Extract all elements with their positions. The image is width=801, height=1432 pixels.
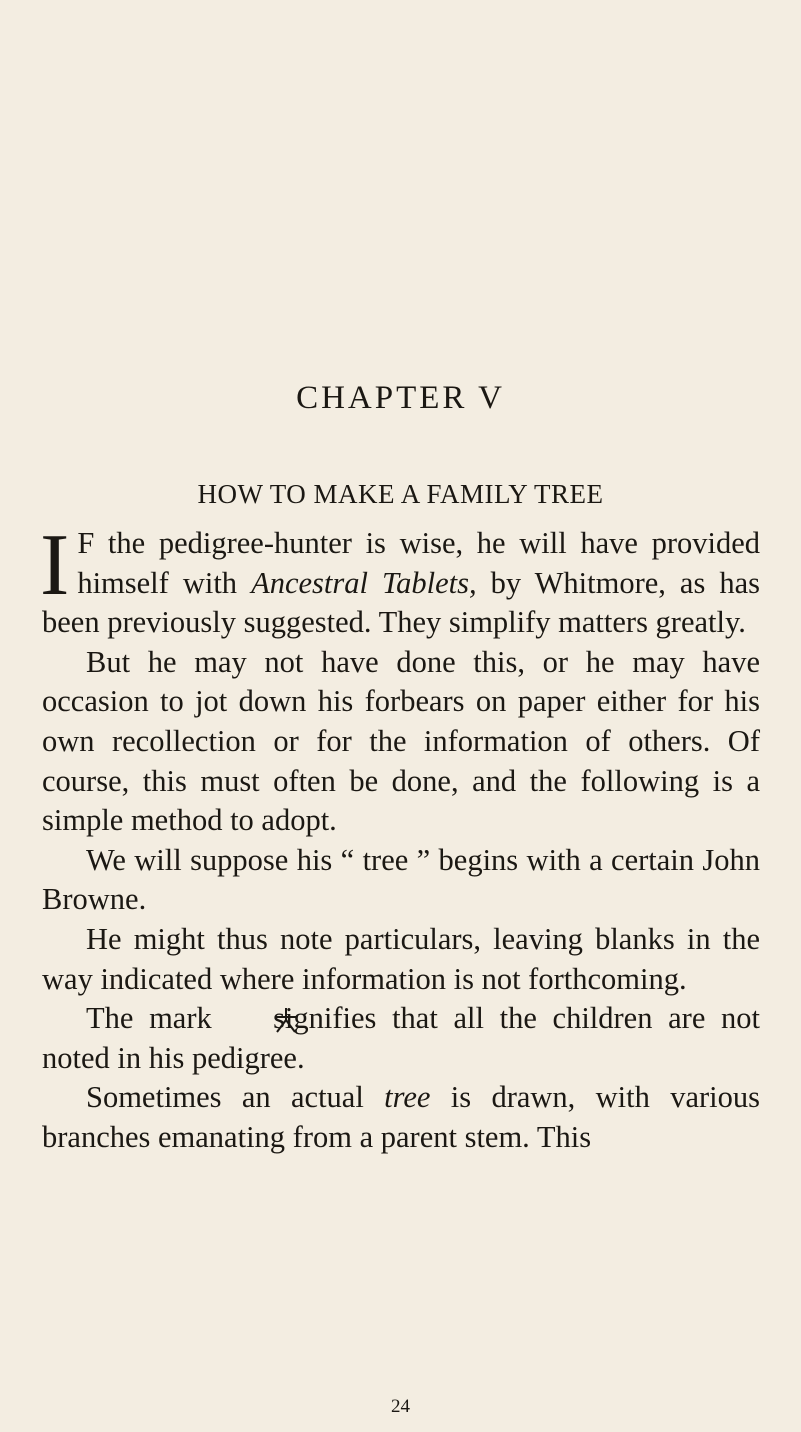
chapter-title: HOW TO MAKE A FAMILY TREE	[197, 479, 604, 509]
paragraph-5-text-b: signifies that all the children are not noted in his pedigree.	[42, 1001, 760, 1075]
body-text	[40, 517, 760, 1158]
paragraph-5	[42, 999, 760, 1078]
paragraph-6-text-a: Sometimes an actual	[86, 1080, 385, 1115]
paragraph-2: But he may not have done this, or he may have occasion to jot down his forbears on paper either for his own recollection or for the information of others. Of course, this must often be done, and the following is a simple method to adopt.	[42, 644, 760, 838]
drop-cap: I	[40, 517, 70, 614]
book-title-italic: Ancestral Tablets,	[251, 565, 477, 600]
paragraph-4: He might thus note particulars, leaving blanks in the way indicated where information is not forthcoming.	[42, 921, 760, 996]
paragraph-6	[42, 1078, 760, 1157]
paragraph-1-text-a: F the pedigree-hunter is wise, he will have provided himself with	[77, 526, 760, 600]
descent-mark-icon	[227, 1005, 257, 1033]
chapter-heading: CHAPTER V	[296, 380, 505, 416]
paragraph-6-text-b: is drawn, with various branches emanating from a parent stem. This	[42, 1080, 760, 1154]
paragraph-3: We will suppose his “ tree ” begins with a certain John Browne.	[42, 842, 760, 917]
paragraph-5-text-a: The mark	[86, 1001, 228, 1036]
paragraph-1	[40, 517, 760, 643]
tree-italic: tree	[384, 1080, 431, 1115]
paragraph-1-text-b: by Whitmore, as has been previously suggested. They simplify matters greatly.	[42, 565, 760, 640]
page-number: 24	[391, 1396, 410, 1417]
